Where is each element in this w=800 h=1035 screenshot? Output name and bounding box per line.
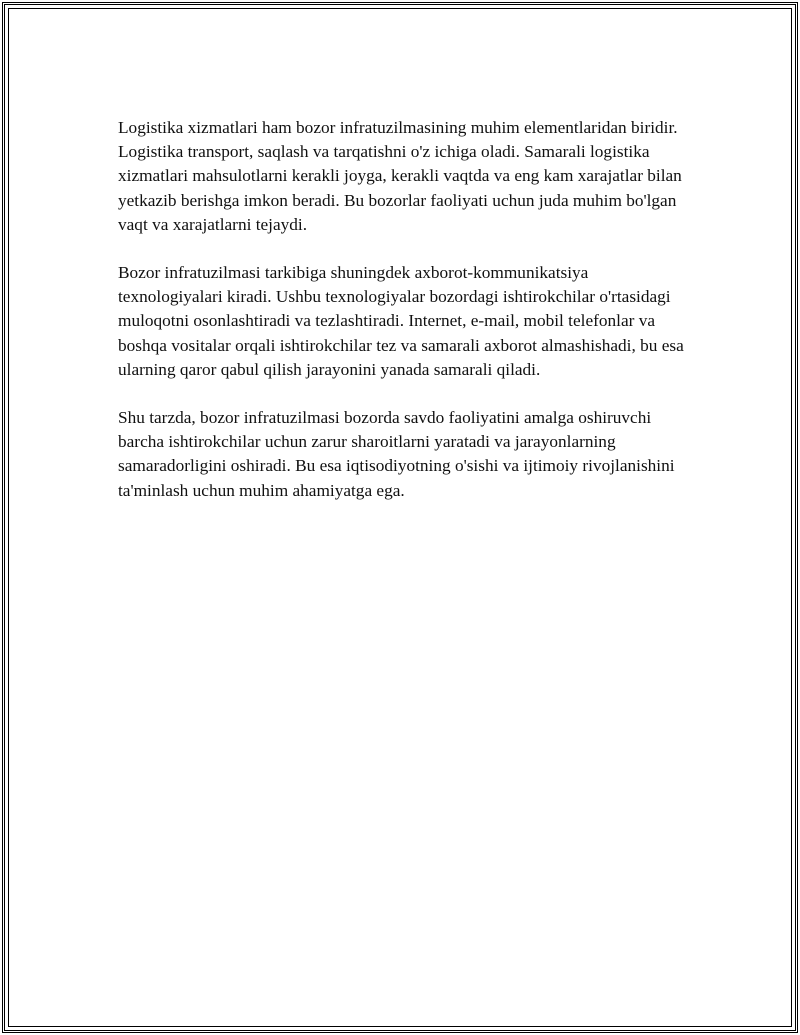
document-body (118, 116, 688, 527)
paragraph-logistics: Logistika xizmatlari ham bozor infratuzilmasining muhim elementlaridan biridir. Logistika transport, saqlash va tarqatishni o'z ichiga oladi. Samarali logistika xizmatlari mahsulotlarni kerakli joyga, kerakli vaqtda va eng kam xarajatlar bilan yetkazib berishga imkon beradi. Bu bozorlar faoliyati uchun juda muhim bo'lgan vaqt va xarajatlarni tejaydi. (118, 118, 682, 234)
paragraph-ict: Bozor infratuzilmasi tarkibiga shuningdek axborot-kommunikatsiya texnologiyalari kiradi. Ushbu texnologiyalar bozordagi ishtirokchilar o'rtasidagi muloqotni osonlashtiradi va tezlashtiradi. Internet, e-mail, mobil telefonlar va boshqa vositalar orqali ishtirokchilar tez va samarali axborot almashishadi, bu esa ularning qaror qabul qilish jarayonini yanada samarali qiladi. (118, 263, 684, 379)
paragraph-conclusion: Shu tarzda, bozor infratuzilmasi bozorda savdo faoliyatini amalga oshiruvchi barcha ishtirokchilar uchun zarur sharoitlarni yaratadi va jarayonlarning samaradorligini oshiradi. Bu esa iqtisodiyotning o'sishi va ijtimoiy rivojlanishini ta'minlash uchun muhim ahamiyatga ega. (118, 408, 675, 500)
